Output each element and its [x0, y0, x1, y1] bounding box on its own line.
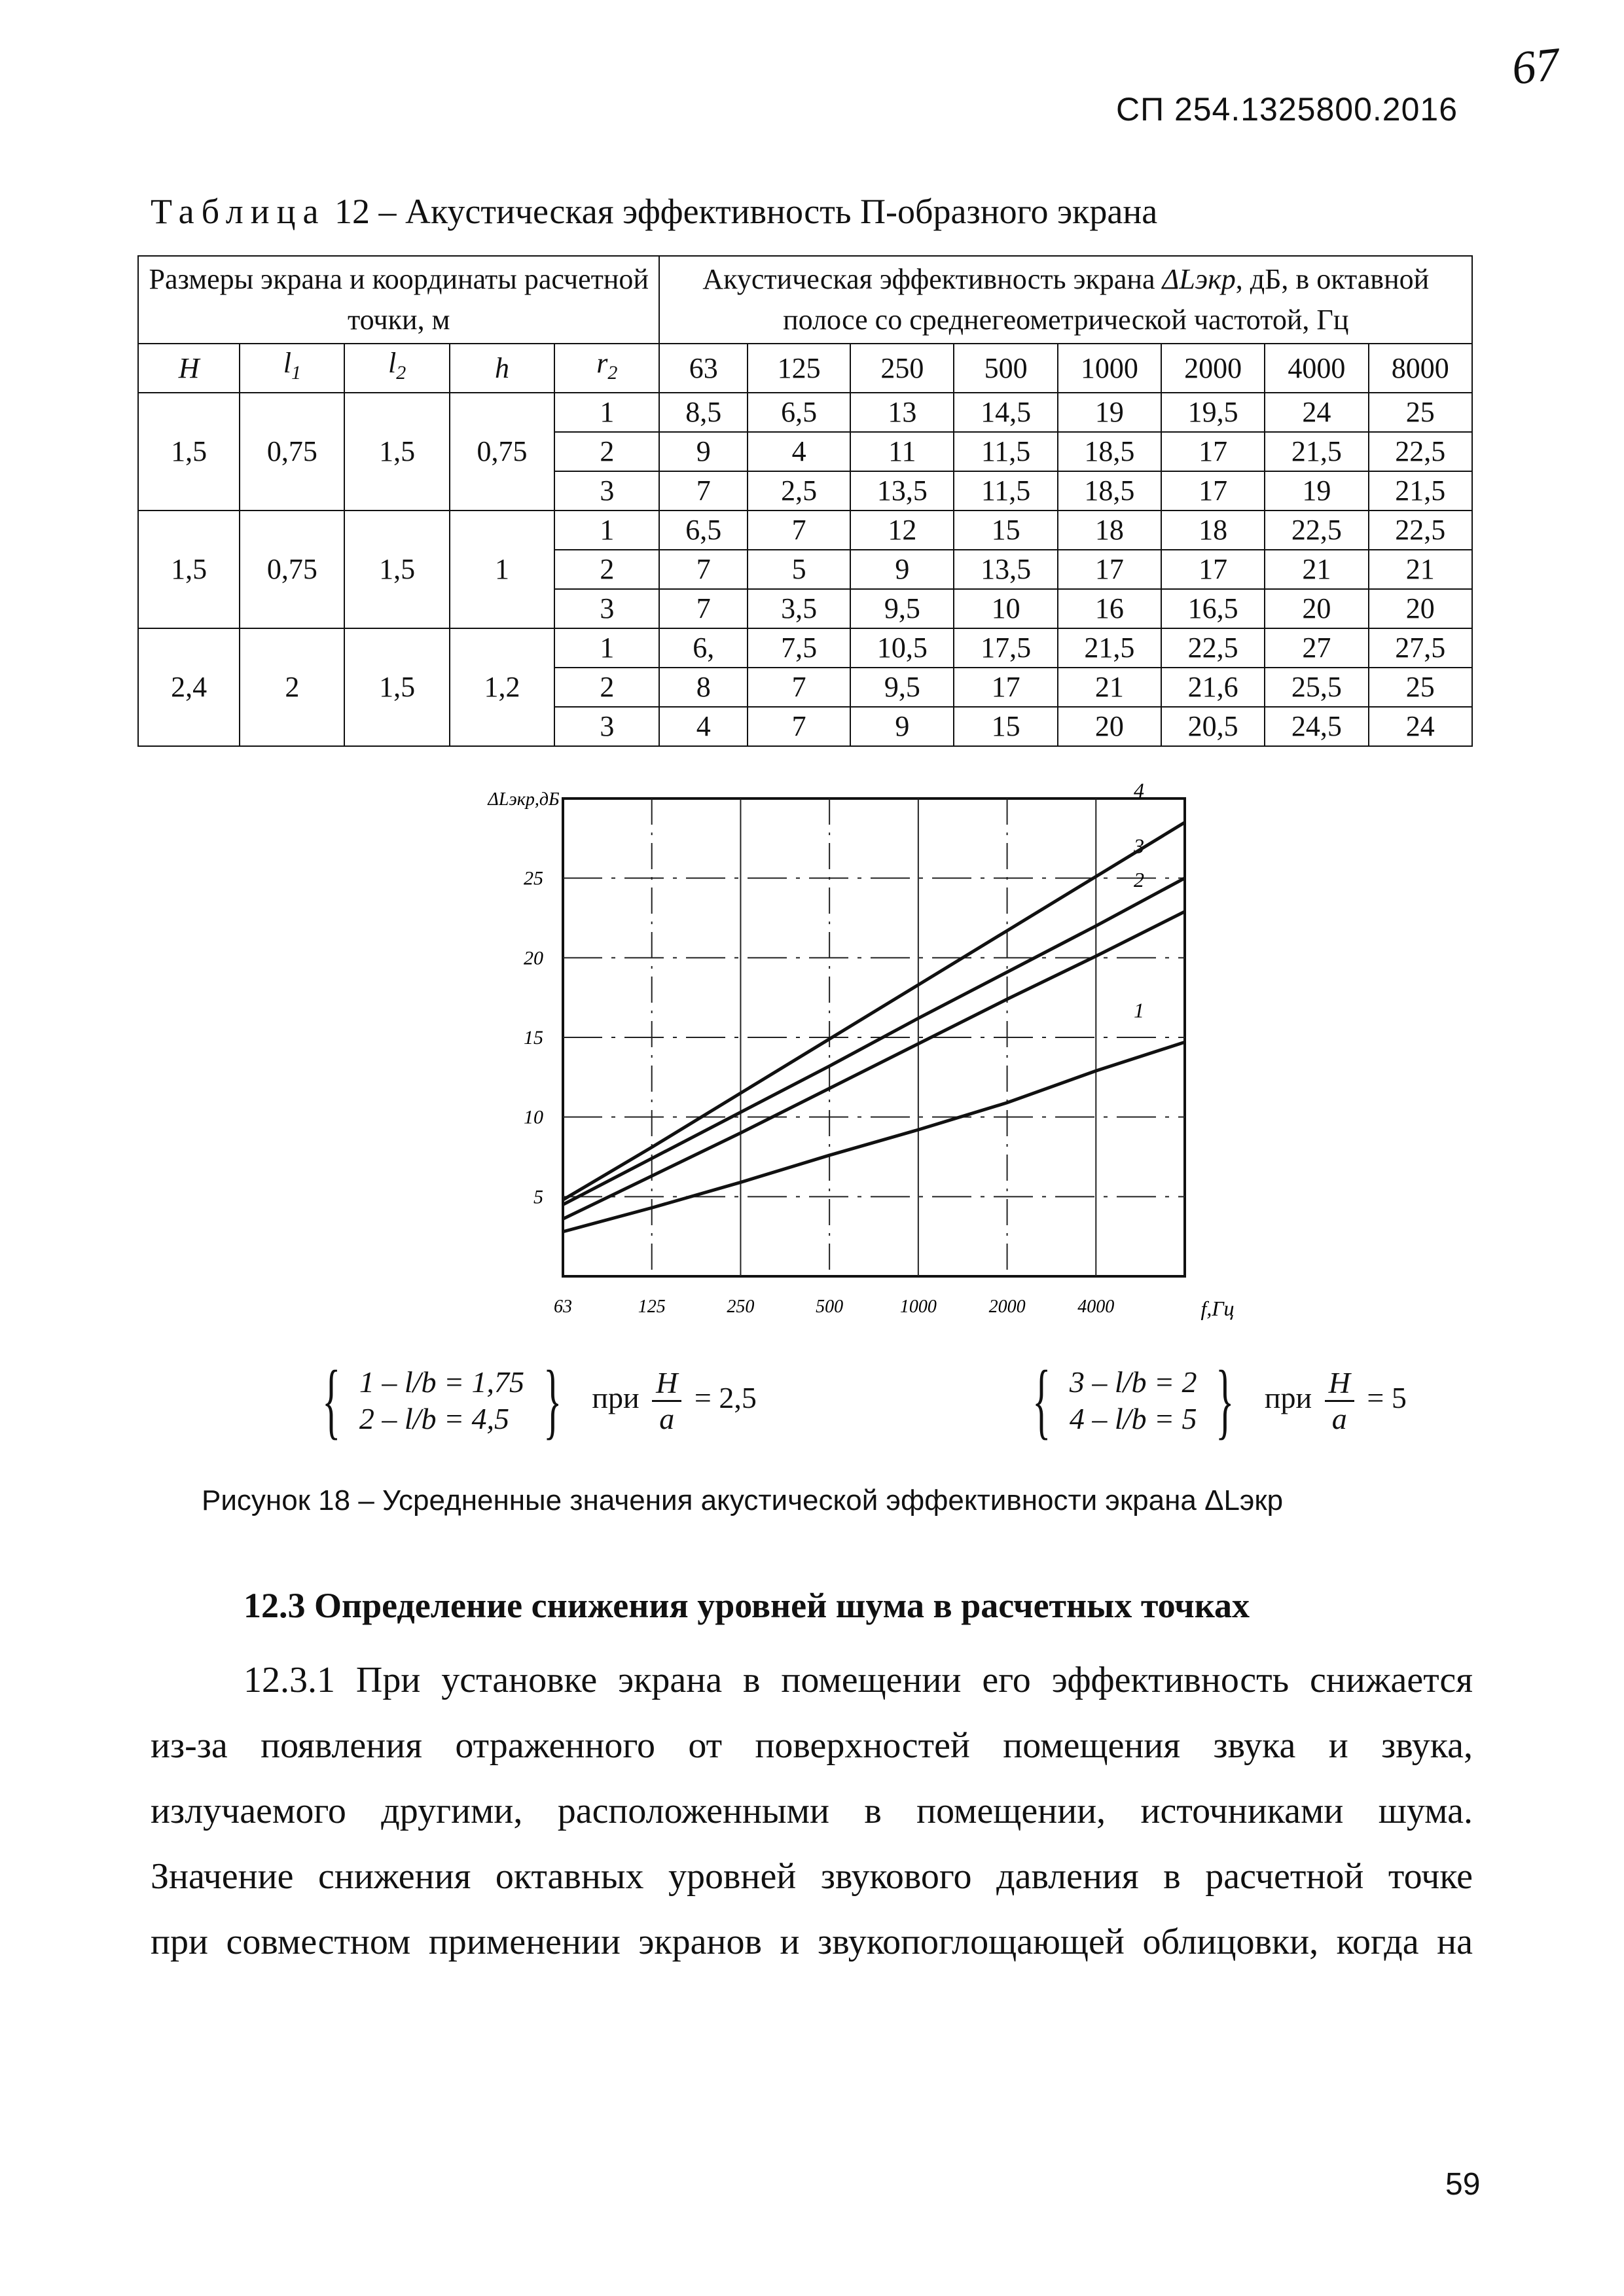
series-line-3	[563, 878, 1185, 1205]
cell-value-63: 9	[659, 432, 747, 471]
handwritten-page-mark: 67	[1509, 37, 1562, 95]
y-tick-label: 20	[524, 947, 543, 969]
cell-value-250: 12	[850, 511, 954, 550]
legend-right-fraction	[1325, 1366, 1354, 1436]
col-header-freq-4000: 4000	[1265, 344, 1368, 393]
legend-right-close-brace: }	[1216, 1354, 1235, 1448]
x-tick-label: 63	[554, 1297, 572, 1317]
cell-value-500: 14,5	[954, 393, 1057, 432]
cell-value-125: 3,5	[748, 589, 850, 628]
legend-right-frac-num: H	[1325, 1366, 1354, 1402]
legend-left-lines	[359, 1364, 524, 1437]
paragraph-line-5: при совместном применении экранов и звукопоглощающей облицовки, когда на	[151, 1922, 1473, 1962]
x-tick-label: 125	[638, 1297, 666, 1317]
cell-value-1000: 21	[1058, 668, 1161, 707]
cell-value-4000: 25,5	[1265, 668, 1368, 707]
cell-h: 1,5	[138, 393, 240, 511]
legend-curve-1: 1 – l/b = 1,75	[359, 1365, 525, 1399]
cell-value-2000: 18	[1161, 511, 1265, 550]
cell-l1: 2	[240, 628, 344, 746]
cell-value-4000: 19	[1265, 471, 1368, 511]
col-header-l2: $l_2$	[344, 344, 449, 393]
cell-value-2000: 21,6	[1161, 668, 1265, 707]
cell-value-500: 11,5	[954, 432, 1057, 471]
cell-l2: 1,5	[344, 628, 449, 746]
col-header-freq-500: 500	[954, 344, 1057, 393]
cell-value-2000: 17	[1161, 471, 1265, 511]
acoustic-efficiency-table	[137, 255, 1473, 747]
cell-value-125: 2,5	[748, 471, 850, 511]
cell-value-8000: 20	[1369, 589, 1472, 628]
cell-value-1000: 19	[1058, 393, 1161, 432]
header-efficiency-suffix: , дБ, в октавной полосе со среднегеометрической частотой, Гц	[783, 263, 1430, 336]
cell-value-8000: 24	[1369, 707, 1472, 746]
cell-value-63: 6,	[659, 628, 747, 668]
column-header-row	[138, 344, 1472, 393]
legend-left-condition	[592, 1366, 756, 1436]
table-row	[138, 511, 1472, 550]
series-label-4: 4	[1134, 779, 1144, 802]
cell-value-4000: 21	[1265, 550, 1368, 589]
cell-value-1000: 18,5	[1058, 471, 1161, 511]
cell-r2: 1	[554, 628, 659, 668]
cell-value-125: 5	[748, 550, 850, 589]
cell-value-125: 7	[748, 668, 850, 707]
cell-value-2000: 22,5	[1161, 628, 1265, 668]
cell-h: 1,5	[138, 511, 240, 628]
cell-l2: 1,5	[344, 393, 449, 511]
cell-value-4000: 21,5	[1265, 432, 1368, 471]
cell-value-63: 8	[659, 668, 747, 707]
table-caption	[151, 191, 1157, 232]
cell-value-4000: 22,5	[1265, 511, 1368, 550]
col-header-freq-63: 63	[659, 344, 747, 393]
cell-r2: 1	[554, 393, 659, 432]
cell-value-250: 13,5	[850, 471, 954, 511]
legend-right-frac-den: a	[1331, 1401, 1347, 1435]
figure-caption: Рисунок 18 – Усредненные значения акустической эффективности экрана ΔLэкр	[202, 1484, 1284, 1516]
cell-value-4000: 24,5	[1265, 707, 1368, 746]
cell-value-1000: 21,5	[1058, 628, 1161, 668]
legend-right	[1021, 1354, 1407, 1448]
page-number: 59	[1445, 2167, 1481, 2202]
cell-value-2000: 19,5	[1161, 393, 1265, 432]
cell-l2: 1,5	[344, 511, 449, 628]
cell-value-8000: 21,5	[1369, 471, 1472, 511]
cell-value-500: 15	[954, 707, 1057, 746]
paragraph-line-2: из-за появления отраженного от поверхностей помещения звука и звука,	[151, 1725, 1473, 1766]
legend-curve-2: 2 – l/b = 4,5	[359, 1402, 510, 1435]
cell-r2: 2	[554, 668, 659, 707]
cell-value-8000: 25	[1369, 393, 1472, 432]
col-header-freq-125: 125	[748, 344, 850, 393]
x-tick-label: 2000	[988, 1297, 1026, 1317]
col-header-freq-2000: 2000	[1161, 344, 1265, 393]
cell-value-500: 11,5	[954, 471, 1057, 511]
y-tick-label: 15	[524, 1027, 543, 1049]
cell-value-8000: 21	[1369, 550, 1472, 589]
cell-value-1000: 20	[1058, 707, 1161, 746]
paragraph-line-4: Значение снижения октавных уровней звукового давления в расчетной точке	[151, 1856, 1473, 1897]
legend-left	[311, 1354, 757, 1448]
series-label-1: 1	[1134, 998, 1144, 1022]
col-header-l1: $l_1$	[240, 344, 344, 393]
series-label-2: 2	[1134, 867, 1144, 891]
col-header-h: H	[138, 344, 240, 393]
legend-right-condition	[1265, 1366, 1407, 1436]
cell-value-125: 7,5	[748, 628, 850, 668]
cell-value-8000: 22,5	[1369, 432, 1472, 471]
section-heading: 12.3 Определение снижения уровней шума в расчетных точках	[244, 1586, 1250, 1625]
table-row	[138, 393, 1472, 432]
cell-value-250: 9	[850, 707, 954, 746]
cell-value-500: 17,5	[954, 628, 1057, 668]
header-efficiency-symbol: ΔLэкр	[1162, 263, 1236, 295]
legend-curve-4: 4 – l/b = 5	[1069, 1402, 1197, 1435]
y-axis-label: ΔLэкр,дБ	[488, 789, 560, 810]
y-tick-label: 10	[524, 1106, 543, 1128]
cell-value-250: 9,5	[850, 589, 954, 628]
cell-value-250: 10,5	[850, 628, 954, 668]
cell-value-4000: 27	[1265, 628, 1368, 668]
cell-h: 0,75	[450, 393, 554, 511]
y-tick-label: 25	[524, 867, 543, 889]
cell-value-63: 7	[659, 471, 747, 511]
table-caption-word: Таблица	[151, 192, 326, 231]
x-tick-label: 250	[727, 1297, 755, 1317]
legend-left-fraction	[652, 1366, 681, 1436]
table-row	[138, 628, 1472, 668]
cell-h: 1,2	[450, 628, 554, 746]
cell-value-2000: 16,5	[1161, 589, 1265, 628]
cell-l1: 0,75	[240, 511, 344, 628]
legend-left-cond-prefix: при	[592, 1380, 640, 1414]
col-header-freq-8000: 8000	[1369, 344, 1472, 393]
legend-right-lines	[1070, 1364, 1197, 1437]
cell-value-2000: 17	[1161, 550, 1265, 589]
cell-value-1000: 18	[1058, 511, 1161, 550]
cell-value-1000: 17	[1058, 550, 1161, 589]
cell-value-250: 9	[850, 550, 954, 589]
cell-value-1000: 18,5	[1058, 432, 1161, 471]
y-tick-label: 5	[533, 1186, 543, 1208]
header-efficiency-prefix: Акустическая эффективность экрана	[702, 263, 1163, 295]
cell-r2: 2	[554, 550, 659, 589]
series-line-1	[563, 1042, 1185, 1232]
cell-value-4000: 20	[1265, 589, 1368, 628]
cell-value-250: 11	[850, 432, 954, 471]
cell-value-125: 7	[748, 707, 850, 746]
table-caption-text: – Акустическая эффективность П-образного экрана	[378, 192, 1158, 231]
paragraph-line-3: излучаемого другими, расположенными в помещении, источниками шума.	[151, 1791, 1473, 1831]
cell-value-125: 6,5	[748, 393, 850, 432]
cell-value-125: 4	[748, 432, 850, 471]
cell-value-125: 7	[748, 511, 850, 550]
cell-l1: 0,75	[240, 393, 344, 511]
cell-value-63: 4	[659, 707, 747, 746]
series-label-3: 3	[1134, 834, 1144, 858]
header-efficiency	[659, 256, 1472, 344]
cell-value-500: 13,5	[954, 550, 1057, 589]
efficiency-chart	[458, 779, 1270, 1342]
col-header-r2: $r_2$	[554, 344, 659, 393]
col-header-h: h	[450, 344, 554, 393]
legend-right-open-brace: {	[1032, 1354, 1051, 1448]
col-header-freq-1000: 1000	[1058, 344, 1161, 393]
cell-r2: 1	[554, 511, 659, 550]
col-header-freq-250: 250	[850, 344, 954, 393]
legend-left-cond-value: = 2,5	[694, 1380, 757, 1414]
cell-value-1000: 16	[1058, 589, 1161, 628]
table-caption-number: 12	[334, 192, 370, 231]
cell-value-500: 15	[954, 511, 1057, 550]
x-tick-label: 500	[816, 1297, 844, 1317]
cell-r2: 3	[554, 589, 659, 628]
cell-value-2000: 17	[1161, 432, 1265, 471]
cell-h: 1	[450, 511, 554, 628]
cell-value-63: 8,5	[659, 393, 747, 432]
legend-left-close-brace: }	[543, 1354, 562, 1448]
cell-value-63: 7	[659, 550, 747, 589]
cell-r2: 3	[554, 707, 659, 746]
x-axis-label: f,Гц	[1200, 1297, 1235, 1320]
cell-r2: 3	[554, 471, 659, 511]
cell-value-8000: 27,5	[1369, 628, 1472, 668]
paragraph-line-1: 12.3.1 При установке экрана в помещении его эффективность снижается	[244, 1660, 1473, 1700]
header-dimensions: Размеры экрана и координаты расчетной точки, м	[138, 256, 659, 344]
cell-value-8000: 25	[1369, 668, 1472, 707]
document-code: СП 254.1325800.2016	[1116, 91, 1458, 128]
cell-value-63: 7	[659, 589, 747, 628]
cell-r2: 2	[554, 432, 659, 471]
cell-value-500: 10	[954, 589, 1057, 628]
cell-value-4000: 24	[1265, 393, 1368, 432]
legend-right-cond-prefix: при	[1264, 1380, 1312, 1414]
legend-left-open-brace: {	[322, 1354, 341, 1448]
x-tick-label: 4000	[1077, 1297, 1115, 1317]
efficiency-chart-svg	[458, 779, 1270, 1342]
cell-value-250: 13	[850, 393, 954, 432]
legend-curve-3: 3 – l/b = 2	[1069, 1365, 1197, 1399]
cell-value-250: 9,5	[850, 668, 954, 707]
legend-right-cond-value: = 5	[1367, 1380, 1407, 1414]
cell-h: 2,4	[138, 628, 240, 746]
table-body	[138, 393, 1472, 746]
cell-value-2000: 20,5	[1161, 707, 1265, 746]
cell-value-8000: 22,5	[1369, 511, 1472, 550]
cell-value-500: 17	[954, 668, 1057, 707]
cell-value-63: 6,5	[659, 511, 747, 550]
legend-left-frac-den: a	[659, 1401, 675, 1435]
legend-left-frac-num: H	[652, 1366, 681, 1402]
x-tick-label: 1000	[899, 1297, 937, 1317]
